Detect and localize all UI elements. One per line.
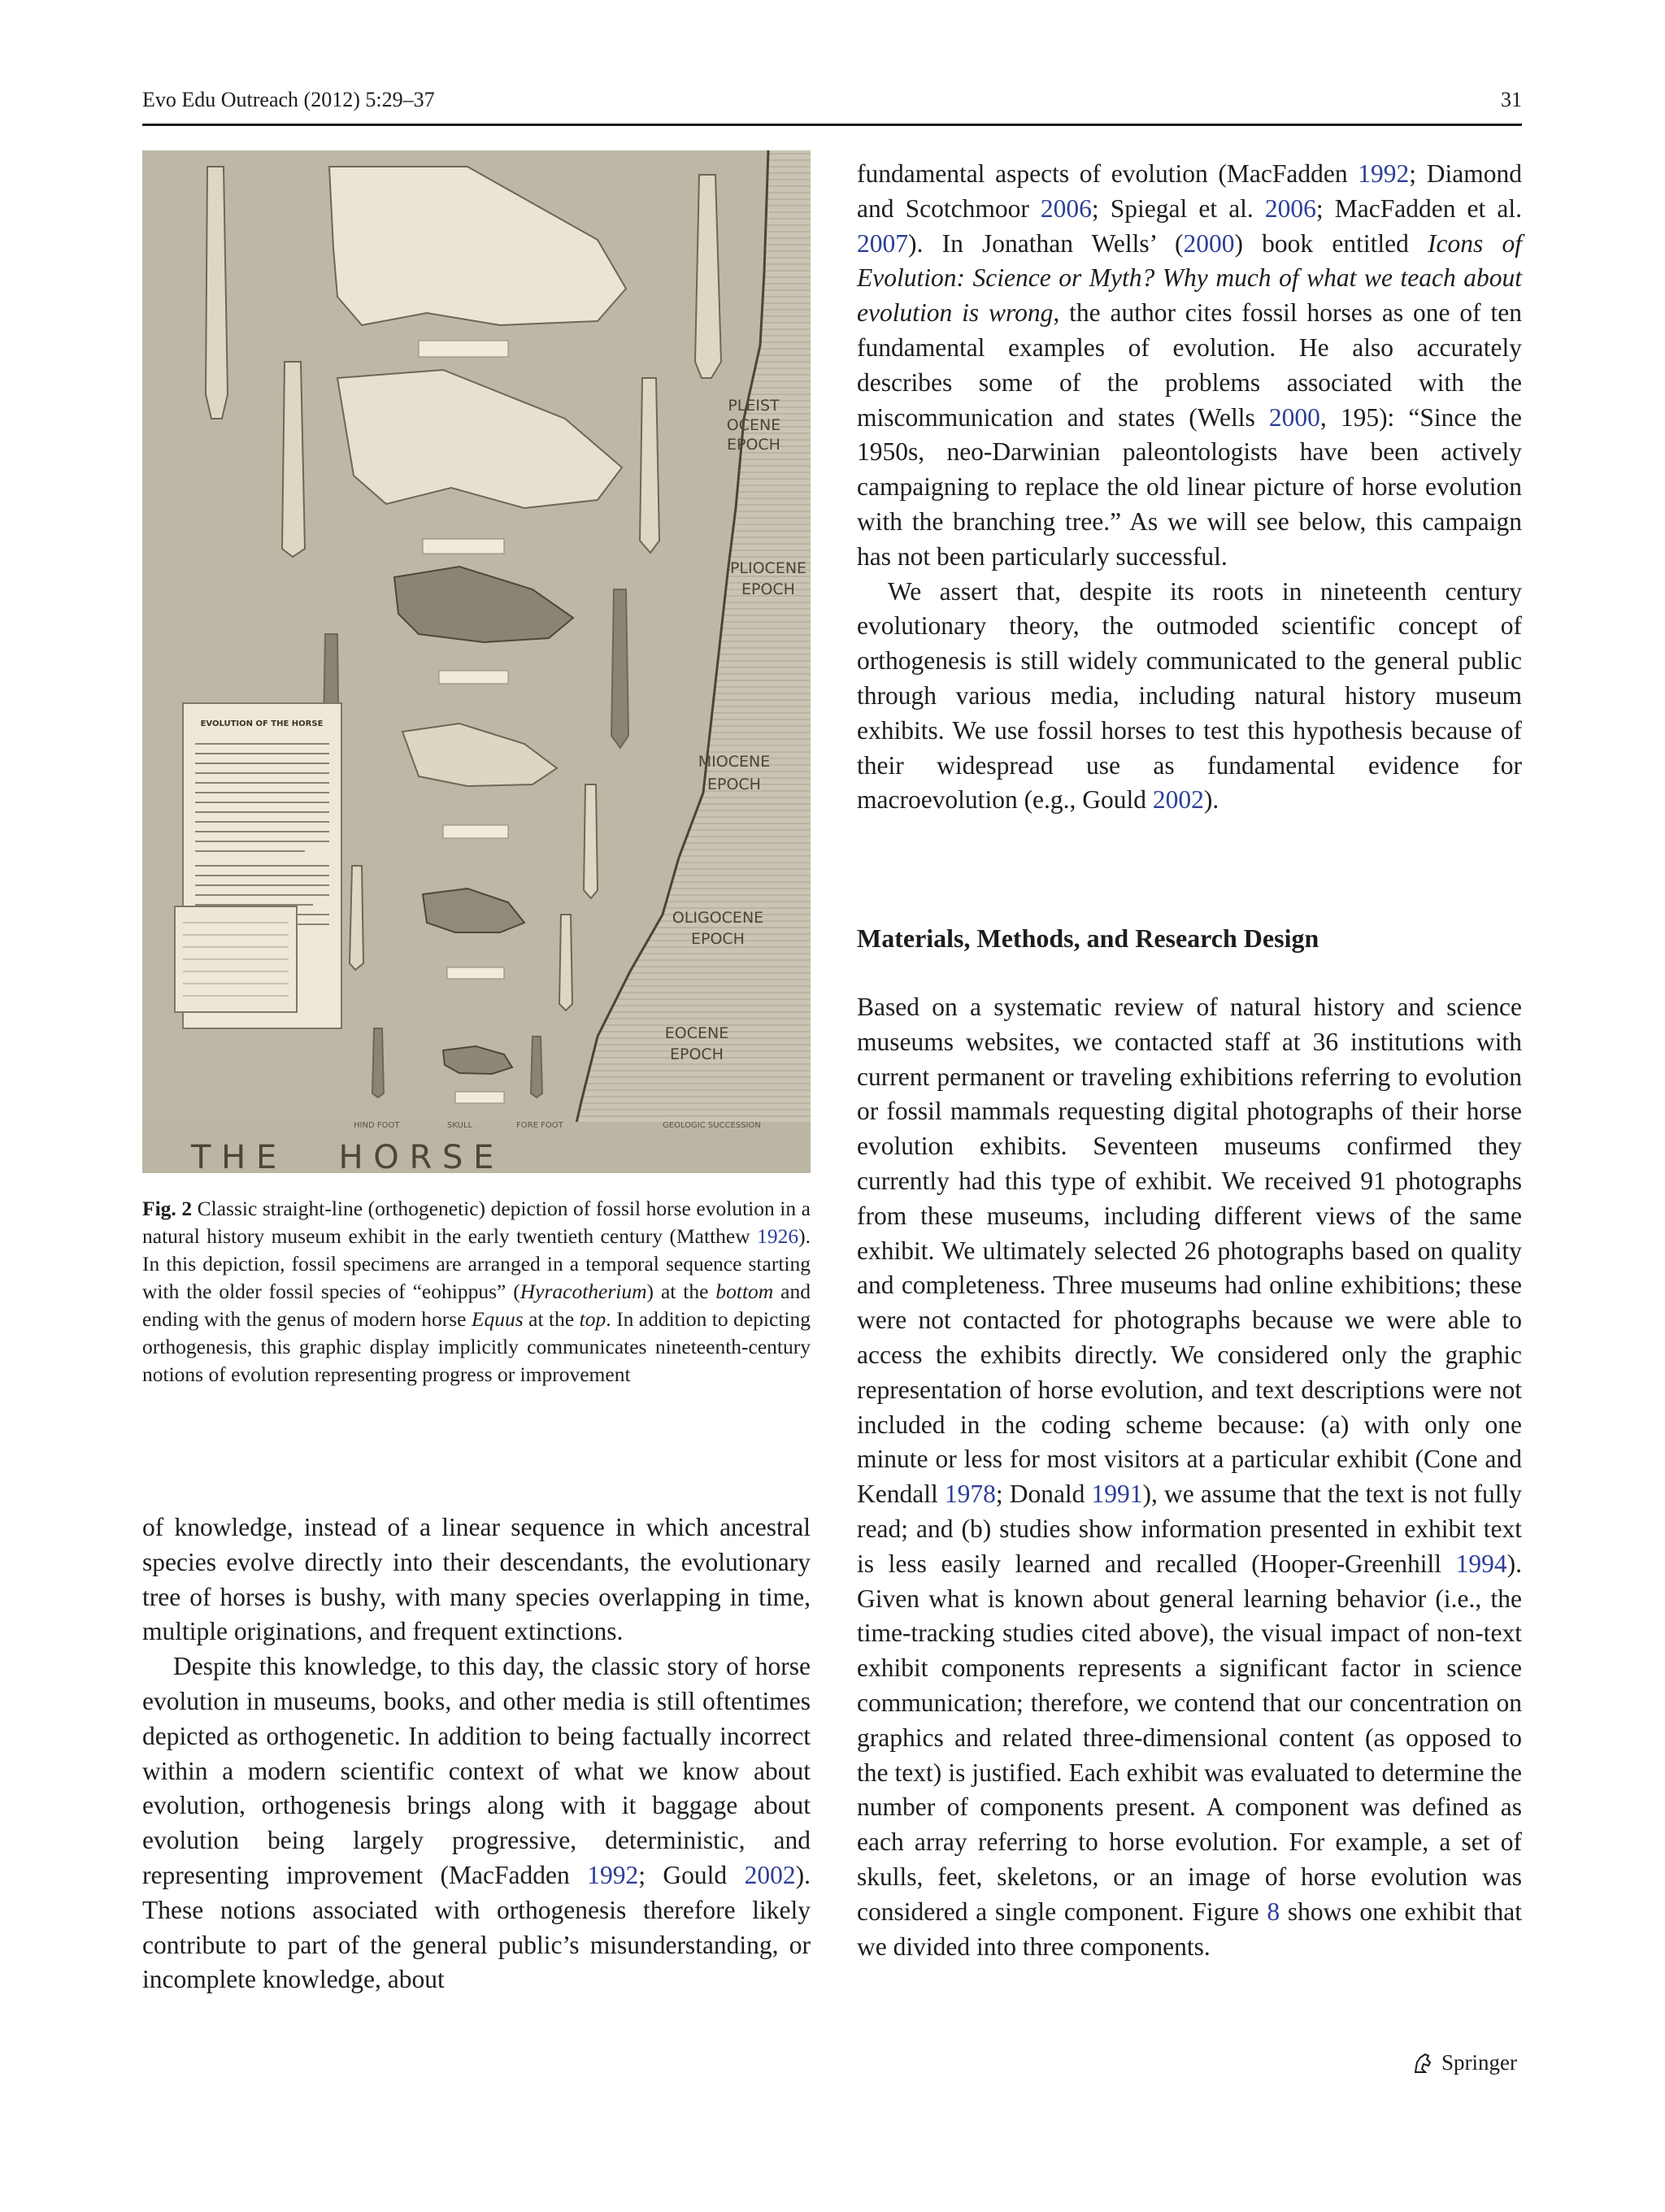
- header-rule: [142, 124, 1522, 126]
- label-hind-foot: HIND FOOT: [354, 1121, 400, 1130]
- caption-text: Classic straight-line (orthogenetic) depiction of fossil horse evolution in a natural history museum exhibit in the early twentieth century (Matthew: [142, 1197, 811, 1248]
- exhibit-illustration: [142, 150, 811, 1173]
- journal-citation: Evo Edu Outreach (2012) 5:29–37: [142, 88, 435, 111]
- epoch-oligocene-2: EPOCH: [691, 930, 745, 948]
- page-number: 31: [1501, 88, 1522, 111]
- caption-text: at the: [523, 1307, 580, 1331]
- figure-caption: [142, 1195, 811, 1388]
- citation-link[interactable]: 1994: [1455, 1549, 1507, 1578]
- citation-link[interactable]: 1991: [1091, 1480, 1143, 1509]
- figure-link[interactable]: 8: [1267, 1897, 1280, 1926]
- caption-italic: Hyracotherium: [519, 1280, 647, 1303]
- citation-link[interactable]: 1926: [757, 1224, 799, 1248]
- citation-link[interactable]: 2007: [857, 228, 908, 258]
- epoch-miocene-1: MIOCENE: [698, 753, 771, 771]
- caption-italic: bottom: [715, 1280, 774, 1303]
- citation-link[interactable]: 1992: [1358, 159, 1410, 188]
- citation-link[interactable]: 2006: [1040, 193, 1092, 223]
- paragraph: Based on a systematic review of natural history and science museums websites, we contacted staff at 36 institutions with current permanent or traveling exhibitions referring to evolution or fossil mammals requesting digital photographs of their horse evolution exhibits. Seventeen museums confirmed they currently had this type of exhibit. We received 91 photographs from these museums, including different views of the same exhibit. We ultimately selected 26 photographs based on quality and completeness. Three museums had online exhibitions; these were not contacted for photographs because we were able to access the exhibits directly. We considered only the graphic representation of horse evolution, and text descriptions were not included in the coding scheme because: (a) with only one minute or less for most visitors at a particular exhibit (Cone and Kendall 1978; Donald 1991), we assume that the text is not fully read; and (b) studies show information presented in exhibit text is less easily learned and recalled (Hooper-Greenhill 1994). Given what is known about general learning behavior (i.e., the time-tracking studies cited above), the visual impact of non-text exhibit components represents a significant factor in science communication; therefore, we contend that our concentration on graphics and related three-dimensional content (as opposed to the text) is justified. Each exhibit was evaluated to determine the number of components present. A component was defined as each array referring to horse evolution. For example, a set of skulls, feet, skeletons, or an image of horse evolution was considered a single component. Figure 8 shows one exhibit that we divided into three components.: [857, 993, 1522, 1961]
- caption-label: Fig. 2: [142, 1197, 193, 1220]
- exhibit-text-panel: [175, 703, 341, 1028]
- citation-link[interactable]: 2002: [1152, 785, 1204, 815]
- caption-text: ) at the: [646, 1280, 716, 1303]
- epoch-pleistocene-1: PLEIST: [728, 397, 780, 415]
- publisher-logo: [1411, 2050, 1517, 2075]
- running-header: [142, 88, 1522, 120]
- epoch-pliocene-1: PLIOCENE: [729, 559, 807, 577]
- exhibit-title: T H E H O R S E: [191, 1139, 494, 1173]
- methods-column: [857, 990, 1522, 1964]
- epoch-miocene-2: EPOCH: [707, 776, 761, 793]
- caption-italic: top: [579, 1307, 606, 1331]
- caption-text: ). In this depiction, fossil specimens are arranged in a temporal sequence starting with the older fossil species of “eohippus” (: [142, 1224, 811, 1303]
- panel-title: EVOLUTION OF THE HORSE: [200, 719, 324, 728]
- caption-italic: Equus: [471, 1307, 524, 1331]
- epoch-pleistocene-3: EPOCH: [727, 436, 780, 454]
- right-column: [857, 157, 1522, 818]
- paragraph: of knowledge, instead of a linear sequence in which ancestral species evolve directly into their descendants, the evolutionary tree of horses is bushy, with many species overlapping in time, multiple originations, and frequent extinctions.: [142, 1513, 811, 1646]
- citation-link[interactable]: 2000: [1268, 402, 1320, 432]
- epoch-pliocene-2: EPOCH: [741, 580, 795, 598]
- left-column: [142, 1510, 811, 1997]
- epoch-oligocene-1: OLIGOCENE: [672, 909, 764, 927]
- paragraph: fundamental aspects of evolution (MacFadden 1992; Diamond and Scotchmoor 2006; Spiegal et al. 2006; MacFadden et al. 2007). In Jonathan Wells’ (2000) book entitled Icons of Evolution: Science or Myth? Why much of what we teach about evolution is wrong, the author cites fossil horses as one of ten fundamental examples of evolution. He also accurately describes some of the problems associated with the miscommunication and states (Wells 2000, 195): “Since the 1950s, neo-Darwinian paleontologists have been actively campaigning to replace the old linear picture of horse evolution with the branching tree.” As we will see below, this campaign has not been particularly successful.: [857, 159, 1523, 571]
- paragraph: We assert that, despite its roots in nineteenth century evolutionary theory, the outmoded scientific concept of orthogenesis is still widely communicated to the general public through various media, including natural history museum exhibits. We use fossil horses to test this hypothesis because of their widespread use as fundamental evidence for macroevolution (e.g., Gould 2002).: [857, 576, 1522, 815]
- epoch-eocene-1: EOCENE: [664, 1024, 729, 1042]
- springer-horse-icon: [1411, 2051, 1435, 2075]
- paragraph: Despite this knowledge, to this day, the classic story of horse evolution in museums, books, and other media is still oftentimes depicted as orthogenetic. In addition to being factually incorrect within a modern scientific context of what we know about evolution, orthogenesis brings along with it baggage about evolution being largely progressive, deterministic, and representing improvement (MacFadden 1992; Gould 2002). These notions associated with orthogenesis therefore likely contribute to part of the general public’s misunderstanding, or incomplete knowledge, about: [142, 1652, 811, 1994]
- citation-link[interactable]: 2000: [1183, 228, 1235, 258]
- citation-link[interactable]: 2006: [1264, 193, 1316, 223]
- caption-text: and ending with the genus of modern horse: [142, 1280, 811, 1331]
- citation-link[interactable]: 1992: [587, 1860, 639, 1889]
- caption-text: . In addition to depicting orthogenesis, this graphic display implicitly communicates nineteenth-century notions of evolution representing progress or improvement: [142, 1307, 811, 1386]
- citation-link[interactable]: 1978: [944, 1480, 996, 1509]
- label-geologic-succession: GEOLOGIC SUCCESSION: [663, 1121, 761, 1130]
- epoch-eocene-2: EPOCH: [670, 1045, 724, 1063]
- label-skull: SKULL: [447, 1121, 473, 1130]
- book-title: Icons of Evolution: Science or Myth? Why much of what we teach about evolution is wrong: [857, 228, 1522, 328]
- label-fore-foot: FORE FOOT: [516, 1121, 563, 1130]
- figure-horse-exhibit-photo: [142, 150, 811, 1173]
- epoch-pleistocene-2: OCENE: [726, 416, 781, 434]
- section-heading: Materials, Methods, and Research Design: [857, 923, 1319, 953]
- citation-link[interactable]: 2002: [744, 1860, 796, 1889]
- publisher-name: Springer: [1441, 2050, 1517, 2075]
